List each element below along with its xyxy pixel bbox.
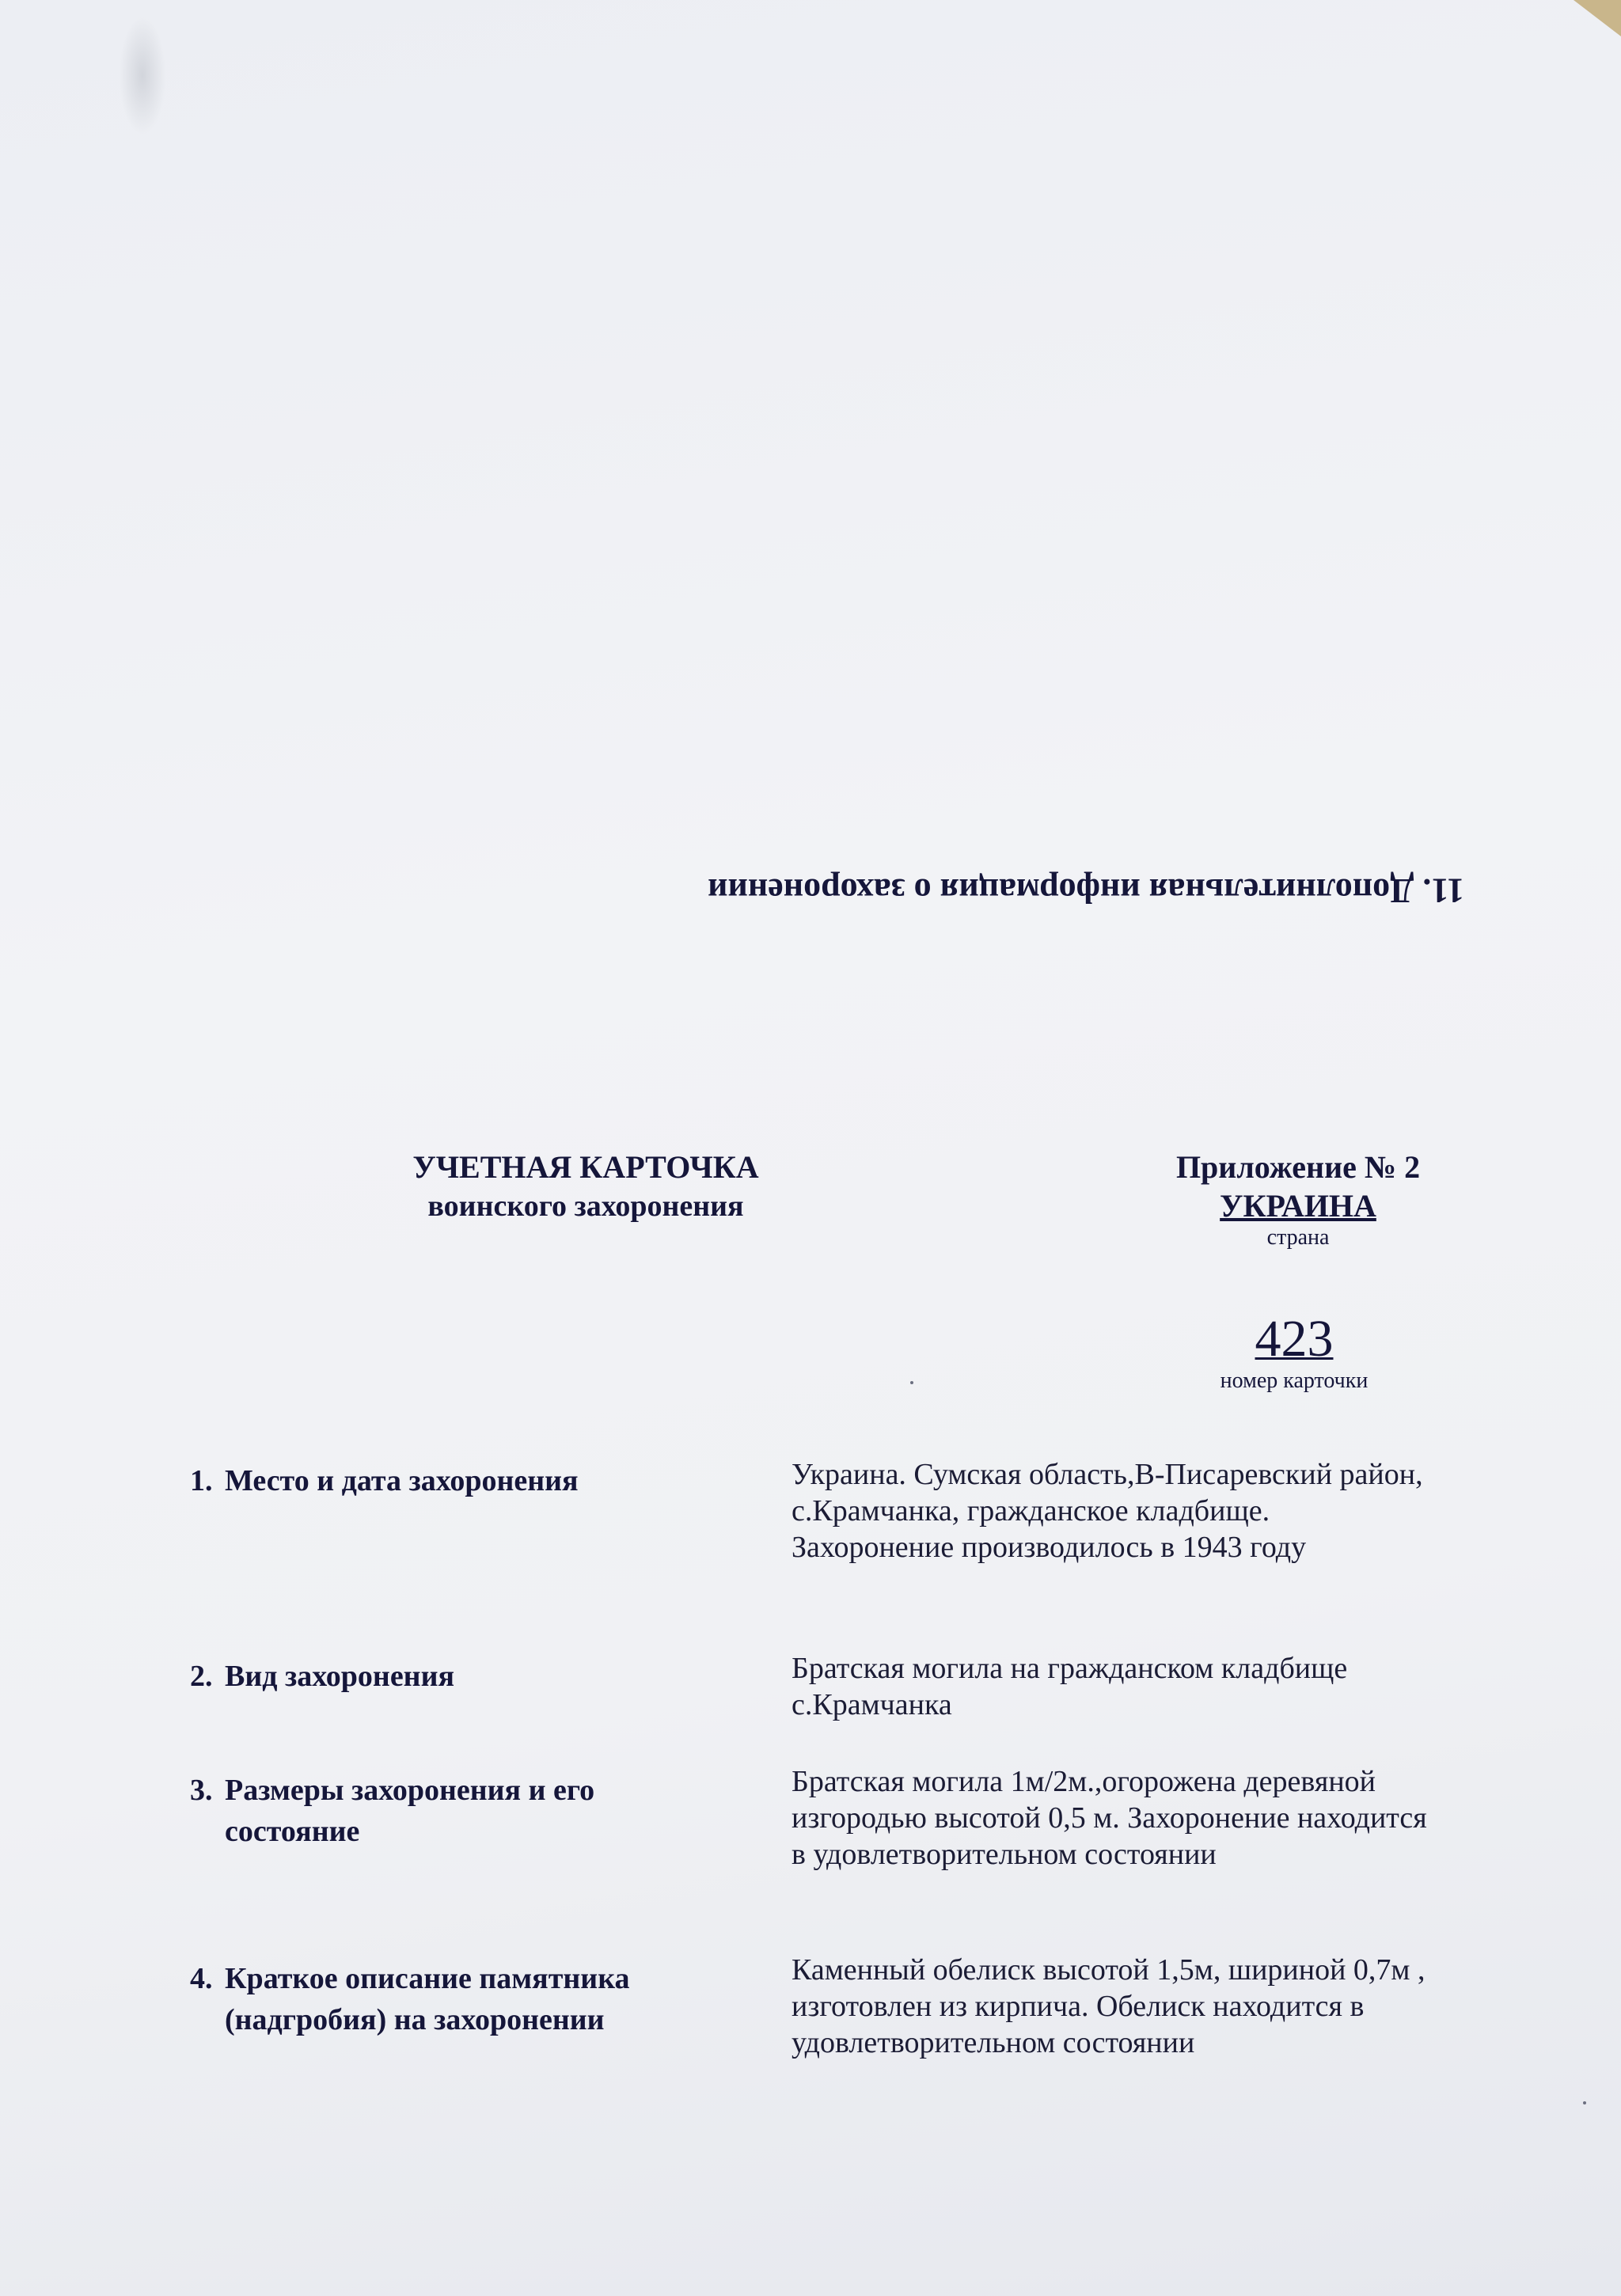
field-value-line: Братская могила 1м/2м.,огорожена деревяной xyxy=(792,1765,1376,1798)
field-number: 2. xyxy=(190,1660,213,1693)
country-caption: страна xyxy=(1266,1225,1330,1250)
field-label-line: Краткое описание памятника xyxy=(225,1962,630,1995)
field-1-value xyxy=(792,1456,1520,1565)
field-value-line: удовлетворительном состоянии xyxy=(792,2026,1195,2059)
paper-speck xyxy=(1583,2101,1586,2104)
field-number: 1. xyxy=(190,1464,213,1497)
paper-crease xyxy=(119,16,166,135)
appendix-block xyxy=(1156,1148,1441,1250)
paper-speck xyxy=(910,1381,913,1384)
field-value-line: Украина. Сумская область,В-Писаревский район, xyxy=(792,1458,1423,1491)
card-number-caption: номер карточки xyxy=(1220,1368,1369,1393)
field-value-line: с.Крамчанка xyxy=(792,1688,952,1721)
card-subtitle: воинского захоронения xyxy=(427,1190,744,1223)
country-value: УКРАИНА xyxy=(1220,1188,1376,1224)
field-value-line: Братская могила на гражданском кладбище xyxy=(792,1652,1348,1685)
field-number: 4. xyxy=(190,1962,213,1995)
field-2-value xyxy=(792,1650,1520,1723)
field-1-label xyxy=(190,1460,728,1501)
field-value-line: изготовлен из кирпича. Обелиск находится в xyxy=(792,1990,1365,2023)
card-number-block xyxy=(1187,1310,1401,1394)
field-3-value xyxy=(792,1763,1520,1873)
upside-down-heading: 11. Дополнительная информация о захоронении xyxy=(708,871,1464,910)
field-2-label xyxy=(190,1656,728,1697)
background-corner xyxy=(1574,0,1621,36)
field-label-line: Размеры захоронения и его xyxy=(225,1774,595,1807)
field-number: 3. xyxy=(190,1774,213,1807)
field-value-line: Каменный обелиск высотой 1,5м, шириной 0,7м , xyxy=(792,1953,1425,1987)
field-value-line: Захоронение производилось в 1943 году xyxy=(792,1531,1307,1564)
card-title-block xyxy=(340,1148,831,1225)
field-3-label xyxy=(190,1770,728,1852)
field-4-label xyxy=(190,1958,728,2040)
card-number: 423 xyxy=(1255,1310,1334,1368)
field-value-line: в удовлетворительном состоянии xyxy=(792,1838,1217,1871)
appendix-label: Приложение № 2 xyxy=(1175,1149,1421,1185)
field-4-value xyxy=(792,1952,1520,2061)
field-value-line: с.Крамчанка, гражданское кладбище. xyxy=(792,1494,1270,1528)
field-label-line: (надгробия) на захоронении xyxy=(225,2003,605,2036)
field-value-line: изгородью высотой 0,5 м. Захоронение находится xyxy=(792,1801,1427,1835)
field-label-line: Вид захоронения xyxy=(225,1660,455,1693)
card-title: УЧЕТНАЯ КАРТОЧКА xyxy=(412,1149,759,1185)
field-label-line: состояние xyxy=(225,1815,360,1848)
field-label-line: Место и дата захоронения xyxy=(225,1464,579,1497)
